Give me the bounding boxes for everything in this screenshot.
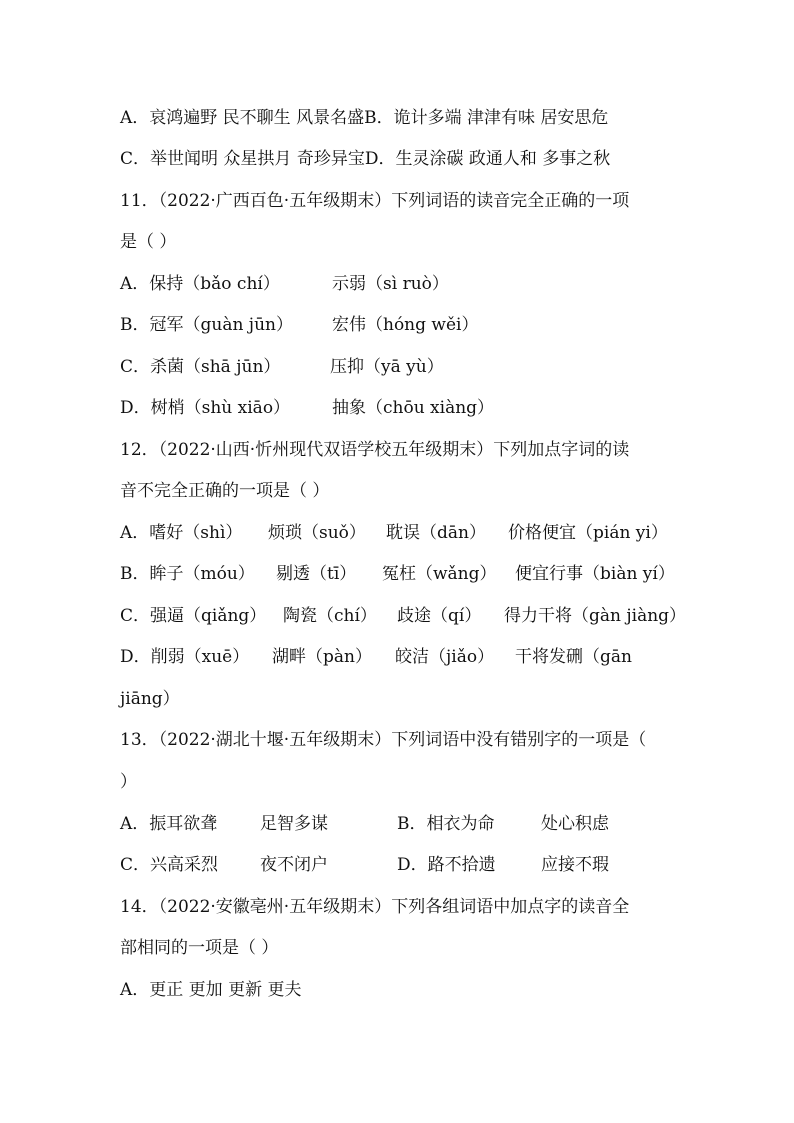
- q13-option-b-word1: B．相衣为命: [397, 814, 495, 834]
- q14-option-a: A．更正 更加 更新 更夫: [120, 980, 302, 1000]
- q12-option-c-item1: C．强逼（qiǎng）: [120, 606, 267, 626]
- q12-stem-line2: 音不完全正确的一项是（ ）: [120, 481, 330, 501]
- q12-option-d-item3: 皎洁（jiǎo）: [395, 647, 495, 667]
- q12-option-b-item1: B．眸子（móu）: [120, 564, 255, 584]
- q11-stem-line1: 11．（2022·广西百色·五年级期末）下列词语的读音完全正确的一项: [120, 191, 630, 211]
- q12-option-b-item2: 剔透（tī）: [276, 564, 357, 584]
- q12-option-d-continued: jiāng）: [120, 689, 180, 709]
- q11-option-c-word2: 压抑（yā yù）: [330, 357, 444, 377]
- q11-option-d-word2: 抽象（chōu xiàng）: [332, 398, 495, 418]
- q13-option-b-word2: 处心积虑: [541, 814, 609, 834]
- q13-option-a-word1: A．振耳欲聋: [120, 814, 218, 834]
- q13-stem-line1: 13．（2022·湖北十堰·五年级期末）下列词语中没有错别字的一项是（: [120, 730, 647, 750]
- q11-option-a-word1: A．保持（bǎo chí）: [120, 274, 280, 294]
- q11-option-d-word1: D．树梢（shù xiāo）: [120, 398, 291, 418]
- q12-option-c-item3: 歧途（qí）: [397, 606, 482, 626]
- q12-option-c-item4: 得力干将（gàn jiàng）: [504, 606, 687, 626]
- q12-option-d-item4: 干将发硎（gān: [515, 647, 632, 667]
- q13-option-a-word2: 足智多谋: [260, 814, 328, 834]
- q12-option-b-item3: 冤枉（wǎng）: [382, 564, 497, 584]
- q12-option-a-item1: A．嗜好（shì）: [120, 523, 243, 543]
- q13-option-c-word1: C．兴高采烈: [120, 855, 219, 875]
- q14-stem-line2: 部相同的一项是（ ）: [120, 938, 279, 958]
- q12-option-b-item4: 便宜行事（biàn yí）: [515, 564, 675, 584]
- q12-option-d-item2: 湖畔（pàn）: [272, 647, 372, 667]
- q11-stem-line2: 是（ ）: [120, 232, 177, 252]
- q12-option-a-item2: 烦琐（suǒ）: [268, 523, 366, 543]
- q13-option-d-word2: 应接不瑕: [541, 855, 609, 875]
- q11-option-b-word1: B．冠军（guàn jūn）: [120, 315, 293, 335]
- q10-options-ab: A．哀鸿遍野 民不聊生 风景名盛B．诡计多端 津津有味 居安思危: [120, 108, 609, 128]
- q12-option-c-item2: 陶瓷（chí）: [283, 606, 377, 626]
- q12-option-d-item1: D．削弱（xuē）: [120, 647, 250, 667]
- q14-stem-line1: 14．（2022·安徽亳州·五年级期末）下列各组词语中加点字的读音全: [120, 897, 630, 917]
- q12-option-a-item4: 价格便宜（pián yi）: [508, 523, 668, 543]
- q13-stem-line2: ）: [120, 772, 137, 792]
- q11-option-a-word2: 示弱（sì ruò）: [332, 274, 449, 294]
- q13-option-c-word2: 夜不闭户: [260, 855, 328, 875]
- q12-stem-line1: 12．（2022·山西·忻州现代双语学校五年级期末）下列加点字词的读: [120, 440, 630, 460]
- q13-option-d-word1: D．路不拾遗: [397, 855, 496, 875]
- q12-option-a-item3: 耽误（dān）: [386, 523, 486, 543]
- q11-option-c-word1: C．杀菌（shā jūn）: [120, 357, 281, 377]
- q11-option-b-word2: 宏伟（hóng wěi）: [332, 315, 479, 335]
- q10-options-cd: C．举世闻明 众星拱月 奇珍异宝D．生灵涂碳 政通人和 多事之秋: [120, 149, 611, 169]
